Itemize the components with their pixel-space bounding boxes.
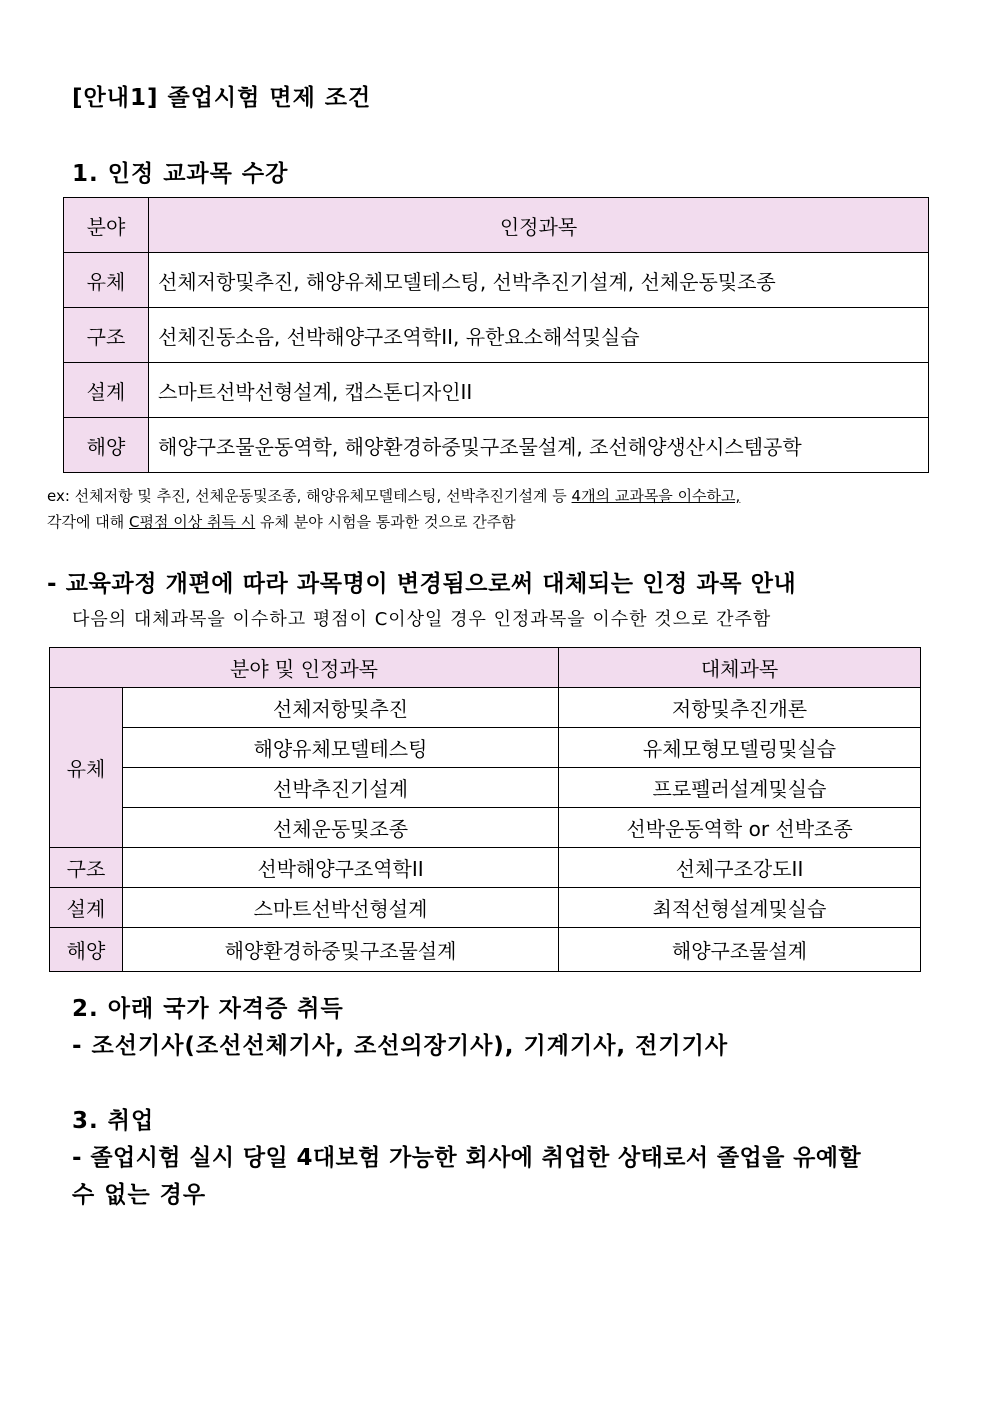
section3-item-line1: - 졸업시험 실시 당일 4대보험 가능한 회사에 취업한 상태로서 졸업을 유예할 [72,1145,861,1171]
row-courses: 해양구조물운동역학, 해양환경하중및구조물설계, 조선해양생산시스템공학 [149,418,929,473]
original-course: 선박추진기설계 [123,768,559,808]
note-text: 각각에 대해 [47,513,129,531]
group-field: 유체 [50,688,123,848]
section1-heading: 1. 인정 교과목 수강 [72,161,289,187]
note-text: ex: 선체저항 및 추진, 선체운동및조종, 해양유체모델테스팅, 선박추진기설계 등 [47,487,572,505]
table-header-row [64,198,929,253]
section2-item: - 조선기사(조선선체기사, 조선의장기사), 기계기사, 전기기사 [72,1033,729,1059]
row-field: 구조 [64,308,149,363]
replacement-course: 최적선형설계및실습 [559,888,921,928]
table-row [50,808,921,848]
row-field: 유체 [64,253,149,308]
replacement-course: 선체구조강도II [559,848,921,888]
note-underlined: C평점 이상 취득 시 [129,513,256,531]
substitution-table [49,647,921,972]
original-course: 해양환경하중및구조물설계 [123,928,559,972]
table-row [64,253,929,308]
original-course: 해양유체모델테스팅 [123,728,559,768]
header-field-and-course: 분야 및 인정과목 [50,648,559,688]
substitution-heading: - 교육과정 개편에 따라 과목명이 변경됨으로써 대체되는 인정 과목 안내 [47,571,797,597]
replacement-course: 저항및추진개론 [559,688,921,728]
row-courses: 선체저항및추진, 해양유체모델테스팅, 선박추진기설계, 선체운동및조종 [149,253,929,308]
original-course: 스마트선박선형설계 [123,888,559,928]
section3-item-line2: 수 없는 경우 [72,1182,207,1208]
section3-heading: 3. 취업 [72,1108,155,1134]
replacement-course: 프로펠러설계및실습 [559,768,921,808]
section2-heading: 2. 아래 국가 자격증 취득 [72,996,344,1022]
row-courses: 선체진동소음, 선박해양구조역학II, 유한요소해석및실습 [149,308,929,363]
replacement-course: 해양구조물설계 [559,928,921,972]
replacement-course: 유체모형모델링및실습 [559,728,921,768]
row-courses: 스마트선박선형설계, 캡스톤디자인II [149,363,929,418]
table-row [50,768,921,808]
row-field: 설계 [64,363,149,418]
table-row [64,363,929,418]
table-row [50,928,921,972]
table-row [64,418,929,473]
table-row [50,728,921,768]
table-row [64,308,929,363]
note-text: 유체 분야 시험을 통과한 것으로 간주함 [255,513,516,531]
original-course: 선박해양구조역학II [123,848,559,888]
table-row [50,688,921,728]
original-course: 선체운동및조종 [123,808,559,848]
note-underlined: 4개의 교과목을 이수하고, [571,487,741,505]
header-replacement: 대체과목 [559,648,921,688]
group-field: 구조 [50,848,123,888]
substitution-subtext: 다음의 대체과목을 이수하고 평점이 C이상일 경우 인정과목을 이수한 것으로 간주함 [72,609,772,630]
page-title: [안내1] 졸업시험 면제 조건 [72,85,372,111]
approved-courses-table [63,197,929,473]
group-field: 해양 [50,928,123,972]
header-courses: 인정과목 [149,198,929,253]
table-row [50,848,921,888]
original-course: 선체저항및추진 [123,688,559,728]
header-field: 분야 [64,198,149,253]
row-field: 해양 [64,418,149,473]
replacement-course: 선박운동역학 or 선박조종 [559,808,921,848]
table-header-row [50,648,921,688]
table-row [50,888,921,928]
group-field: 설계 [50,888,123,928]
example-note-line1 [47,485,740,506]
example-note-line2 [47,511,516,532]
